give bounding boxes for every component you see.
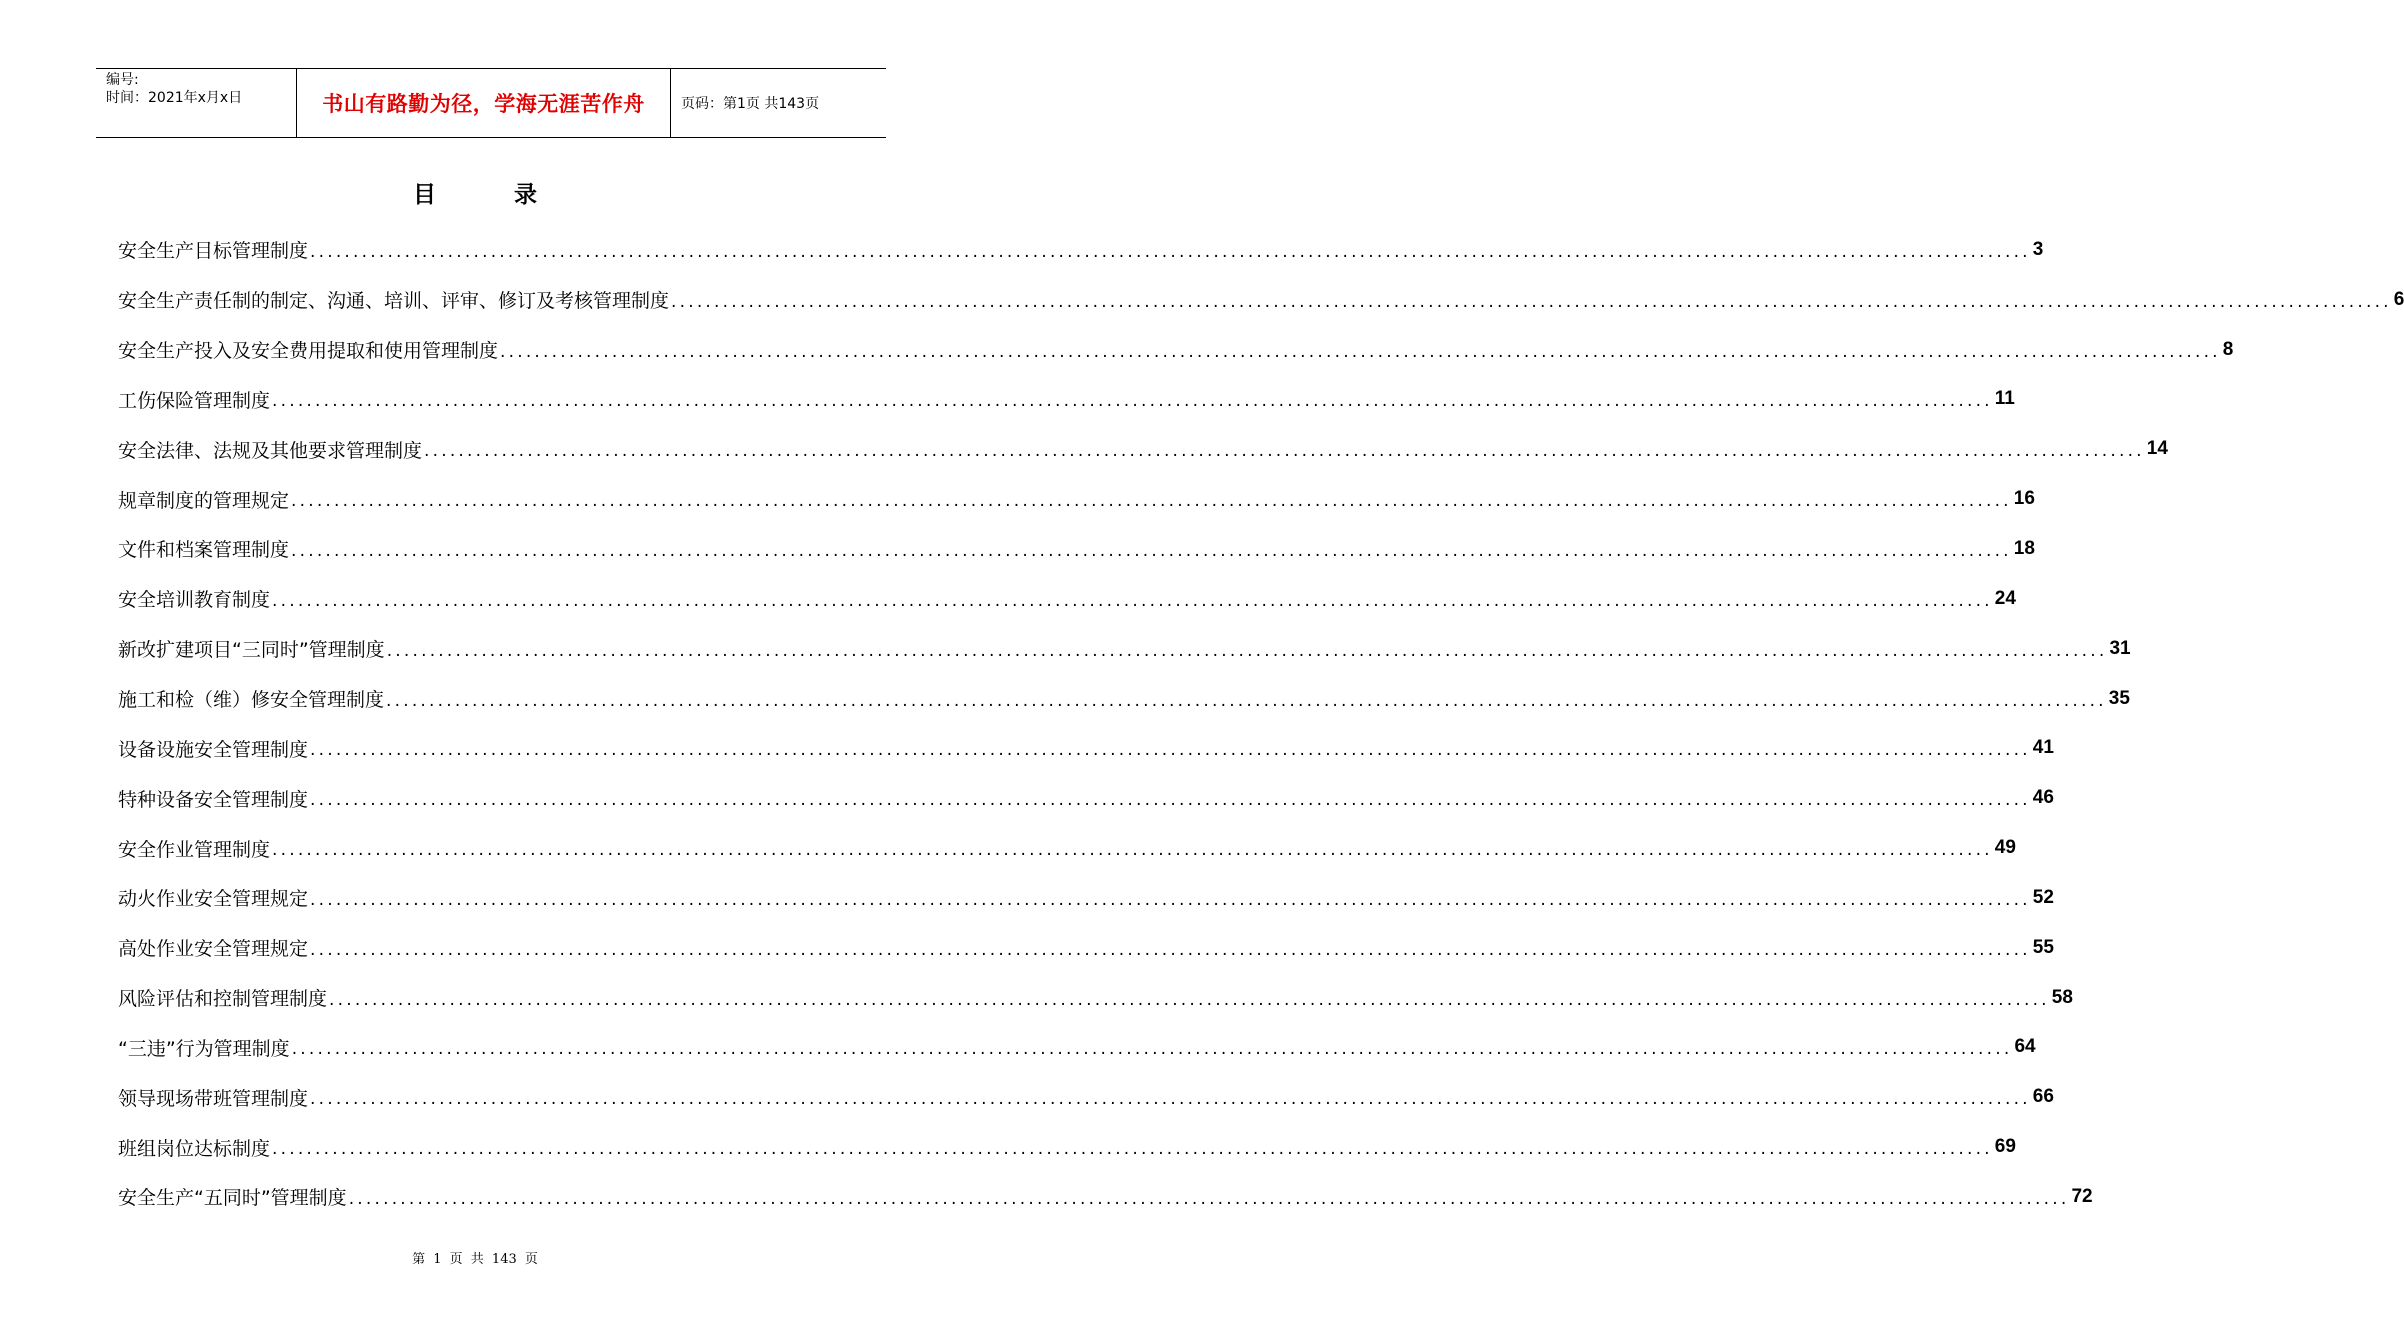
- toc-entry-page: 35: [2108, 687, 2130, 709]
- toc-entry-page: 3: [2032, 238, 2044, 260]
- toc-entry-title: 高处作业安全管理规定: [118, 938, 309, 961]
- toc-entry-page: 69: [1994, 1136, 2016, 1158]
- toc-dot-leader: ........................................................................................................................................................................................................: [310, 790, 2031, 811]
- toc-entry-page: 16: [2013, 488, 2035, 510]
- toc-entry[interactable]: [118, 773, 2054, 823]
- toc-entry-title: 规章制度的管理规定: [118, 489, 290, 512]
- toc-dot-leader: ........................................................................................................................................................................................................: [310, 740, 2031, 761]
- toc-entry-title: 安全培训教育制度: [118, 589, 271, 612]
- toc-entry[interactable]: [118, 923, 2054, 973]
- table-of-contents: [118, 225, 2404, 1222]
- page-footer: 第 1 页 共 143 页: [412, 1252, 538, 1267]
- toc-entry-page: 31: [2109, 637, 2131, 659]
- toc-entry-title: 领导现场带班管理制度: [118, 1087, 309, 1110]
- toc-dot-leader: ........................................................................................................................................................................................................: [348, 1188, 2070, 1209]
- toc-entry-page: 11: [1994, 388, 2015, 410]
- toc-dot-leader: ........................................................................................................................................................................................................: [671, 291, 2392, 312]
- motto-text: 书山有路勤为径，学海无涯苦作舟: [322, 91, 645, 116]
- toc-dot-leader: ........................................................................................................................................................................................................: [291, 540, 2012, 561]
- toc-entry[interactable]: [118, 424, 2168, 474]
- toc-entry-page: 46: [2032, 787, 2054, 809]
- toc-dot-leader: ........................................................................................................................................................................................................: [424, 441, 2145, 462]
- toc-dot-leader: ........................................................................................................................................................................................................: [272, 1139, 1993, 1160]
- toc-entry-title: 安全生产“五同时”管理制度: [118, 1187, 347, 1210]
- toc-dot-leader: ........................................................................................................................................................................................................: [386, 690, 2107, 711]
- toc-entry[interactable]: [118, 375, 2015, 425]
- toc-entry-title: 风险评估和控制管理制度: [118, 988, 328, 1011]
- toc-entry-page: 64: [2014, 1036, 2036, 1058]
- toc-entry-page: 8: [2222, 338, 2234, 360]
- toc-entry-title: 班组岗位达标制度: [118, 1137, 271, 1160]
- toc-dot-leader: ........................................................................................................................................................................................................: [291, 1039, 2013, 1060]
- toc-entry[interactable]: [118, 674, 2130, 724]
- page-header: [96, 68, 886, 138]
- toc-dot-leader: ........................................................................................................................................................................................................: [272, 391, 1993, 412]
- toc-entry-title: 安全生产责任制的制定、沟通、培训、评审、修订及考核管理制度: [118, 290, 670, 313]
- toc-entry-page: 14: [2146, 438, 2168, 460]
- toc-entry[interactable]: [118, 275, 2404, 325]
- header-meta: [96, 69, 297, 137]
- toc-entry-page: 72: [2071, 1185, 2093, 1207]
- toc-entry-title: 安全作业管理制度: [118, 838, 271, 861]
- toc-dot-leader: ........................................................................................................................................................................................................: [386, 640, 2108, 661]
- toc-entry[interactable]: [118, 1023, 2036, 1073]
- toc-entry[interactable]: [118, 1172, 2093, 1222]
- toc-entry-title: 新改扩建项目“三同时”管理制度: [118, 639, 385, 662]
- toc-entry-page: 55: [2032, 936, 2054, 958]
- toc-entry-title: 文件和档案管理制度: [118, 539, 290, 562]
- toc-entry-page: 18: [2013, 537, 2035, 559]
- toc-entry-title: “三违”行为管理制度: [118, 1037, 290, 1060]
- toc-dot-leader: ........................................................................................................................................................................................................: [329, 989, 2050, 1010]
- toc-dot-leader: ........................................................................................................................................................................................................: [310, 241, 2031, 262]
- toc-entry-title: 工伤保险管理制度: [118, 389, 271, 412]
- toc-dot-leader: ........................................................................................................................................................................................................: [272, 590, 1993, 611]
- toc-dot-leader: ........................................................................................................................................................................................................: [291, 491, 2012, 512]
- toc-title: 目录: [413, 181, 615, 208]
- toc-entry[interactable]: [118, 325, 2234, 375]
- page-info-text: 页码：第1页 共143页: [681, 96, 820, 112]
- toc-entry-title: 动火作业安全管理规定: [118, 888, 309, 911]
- toc-entry-page: 6: [2393, 288, 2404, 310]
- toc-entry[interactable]: [118, 823, 2016, 873]
- toc-entry[interactable]: [118, 225, 2044, 275]
- toc-entry[interactable]: [118, 574, 2016, 624]
- header-page-info: [671, 69, 886, 137]
- toc-entry-page: 66: [2032, 1086, 2054, 1108]
- toc-dot-leader: ........................................................................................................................................................................................................: [500, 341, 2221, 362]
- toc-entry-page: 58: [2051, 986, 2073, 1008]
- header-motto-cell: [297, 69, 671, 137]
- toc-entry-page: 41: [2032, 737, 2054, 759]
- toc-entry[interactable]: [118, 1072, 2054, 1122]
- toc-dot-leader: ........................................................................................................................................................................................................: [310, 1089, 2031, 1110]
- toc-entry[interactable]: [118, 524, 2035, 574]
- toc-entry-page: 24: [1994, 587, 2016, 609]
- toc-entry[interactable]: [118, 624, 2131, 674]
- toc-entry[interactable]: [118, 1122, 2016, 1172]
- toc-entry[interactable]: [118, 973, 2073, 1023]
- toc-entry[interactable]: [118, 723, 2054, 773]
- toc-entry-title: 特种设备安全管理制度: [118, 788, 309, 811]
- toc-dot-leader: ........................................................................................................................................................................................................: [272, 840, 1993, 861]
- toc-entry-title: 安全生产投入及安全费用提取和使用管理制度: [118, 340, 499, 363]
- toc-entry-title: 设备设施安全管理制度: [118, 738, 309, 761]
- toc-entry-page: 49: [1994, 837, 2016, 859]
- toc-entry[interactable]: [118, 474, 2035, 524]
- time-label: 时间：2021年x月x日: [106, 90, 243, 106]
- toc-entry-title: 安全生产目标管理制度: [118, 240, 309, 263]
- toc-dot-leader: ........................................................................................................................................................................................................: [310, 939, 2031, 960]
- serial-label: 编号:: [106, 72, 139, 88]
- toc-entry-title: 安全法律、法规及其他要求管理制度: [118, 439, 423, 462]
- toc-entry-title: 施工和检（维）修安全管理制度: [118, 689, 385, 712]
- toc-dot-leader: ........................................................................................................................................................................................................: [310, 889, 2031, 910]
- toc-entry[interactable]: [118, 873, 2054, 923]
- toc-entry-page: 52: [2032, 886, 2054, 908]
